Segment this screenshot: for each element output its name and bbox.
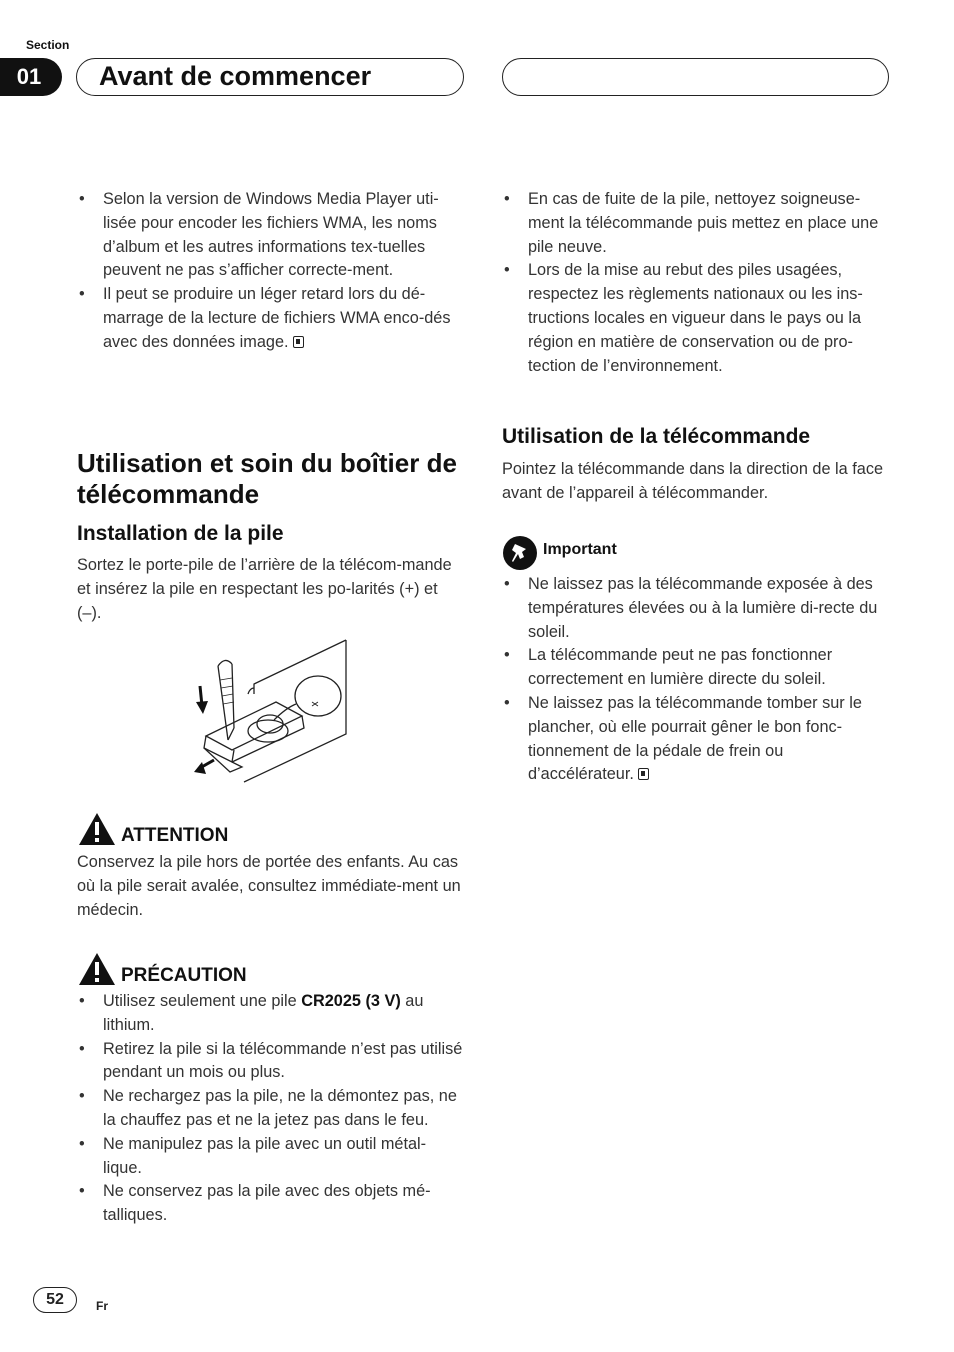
important-header	[502, 535, 892, 571]
precaution-bullets	[77, 990, 463, 1228]
attention-header	[77, 812, 467, 848]
list-item: • Retirez la pile si la télécommande n’est pas utilisé pendant un mois ou plus.	[77, 1038, 463, 1086]
section-title-banner	[76, 58, 464, 96]
right-top-bullets	[502, 188, 892, 378]
remote-use-heading: Utilisation de la télécommande	[502, 425, 811, 448]
warning-triangle-icon	[78, 812, 116, 846]
page-number: 52	[33, 1287, 77, 1313]
warning-triangle-icon	[78, 952, 116, 986]
language-code: Fr	[96, 1299, 108, 1313]
precaution-title: PRÉCAUTION	[121, 965, 247, 986]
list-item: • Lors de la mise au rebut des piles usagées, respectez les règlements nationaux ou les ins-tructions locales en vigueur dans le pays ou la région en matière de conservation ou de pro-tection de l’environnement.	[502, 259, 892, 378]
section-number: 01	[0, 58, 62, 96]
pin-icon	[502, 535, 538, 571]
list-item: • En cas de fuite de la pile, nettoyez soigneuse-ment la télécommande puis mettez en place une pile neuve.	[502, 188, 892, 259]
attention-body: Conservez la pile hors de portée des enfants. Au cas où la pile serait avalée, consultez immédiate-ment un médecin.	[77, 853, 461, 919]
install-body: Sortez le porte-pile de l’arrière de la télécom-mande et insérez la pile en respectant les po-larités (+) et (–).	[77, 556, 452, 622]
list-item: • Selon la version de Windows Media Player uti-lisée pour encoder les fichiers WMA, les noms d’album et les autres informations tex-tuelles peuvent ne pas s’afficher correcte-ment.	[77, 188, 467, 283]
list-item: • Ne conservez pas la pile avec des objets mé-talliques.	[77, 1180, 463, 1228]
list-item: • Utilisez seulement une pile CR2025 (3 V) au lithium.	[77, 990, 463, 1038]
list-item: • Ne manipulez pas la pile avec un outil métal-lique.	[77, 1133, 463, 1181]
section-label: Section	[26, 38, 70, 52]
attention-title: ATTENTION	[121, 825, 229, 846]
end-mark-icon	[293, 336, 304, 348]
end-mark-icon	[638, 768, 649, 780]
list-item: • Ne laissez pas la télécommande exposée à des températures élevées ou à la lumière di-recte du soleil.	[502, 573, 892, 644]
main-heading: Utilisation et soin du boîtier de télécommande	[77, 448, 457, 509]
list-item: • Il peut se produire un léger retard lors du dé-marrage de la lecture de fichiers WMA enco-dés avec des données image.	[77, 283, 467, 354]
important-bullets	[502, 573, 892, 787]
battery-model: CR2025 (3 V)	[301, 992, 401, 1010]
empty-header-banner	[502, 58, 889, 96]
section-title: Avant de commencer	[99, 61, 372, 91]
list-item: • La télécommande peut ne pas fonctionner correctement en lumière directe du soleil.	[502, 644, 892, 692]
list-item: • Ne rechargez pas la pile, ne la démontez pas, ne la chauffez pas et ne la jetez pas dans le feu.	[77, 1085, 463, 1133]
remote-use-body: Pointez la télécommande dans la direction de la face avant de l’appareil à télécommander.	[502, 460, 884, 502]
battery-installation-illustration	[190, 636, 360, 784]
install-heading: Installation de la pile	[77, 522, 284, 545]
precaution-header	[77, 952, 467, 988]
list-item: • Ne laissez pas la télécommande tomber sur le plancher, où elle pourrait gêner le bon fonc-tionnement de la pédale de frein ou d’accélérateur.	[502, 692, 892, 787]
important-title: Important	[543, 541, 617, 558]
left-top-bullets	[77, 188, 467, 355]
